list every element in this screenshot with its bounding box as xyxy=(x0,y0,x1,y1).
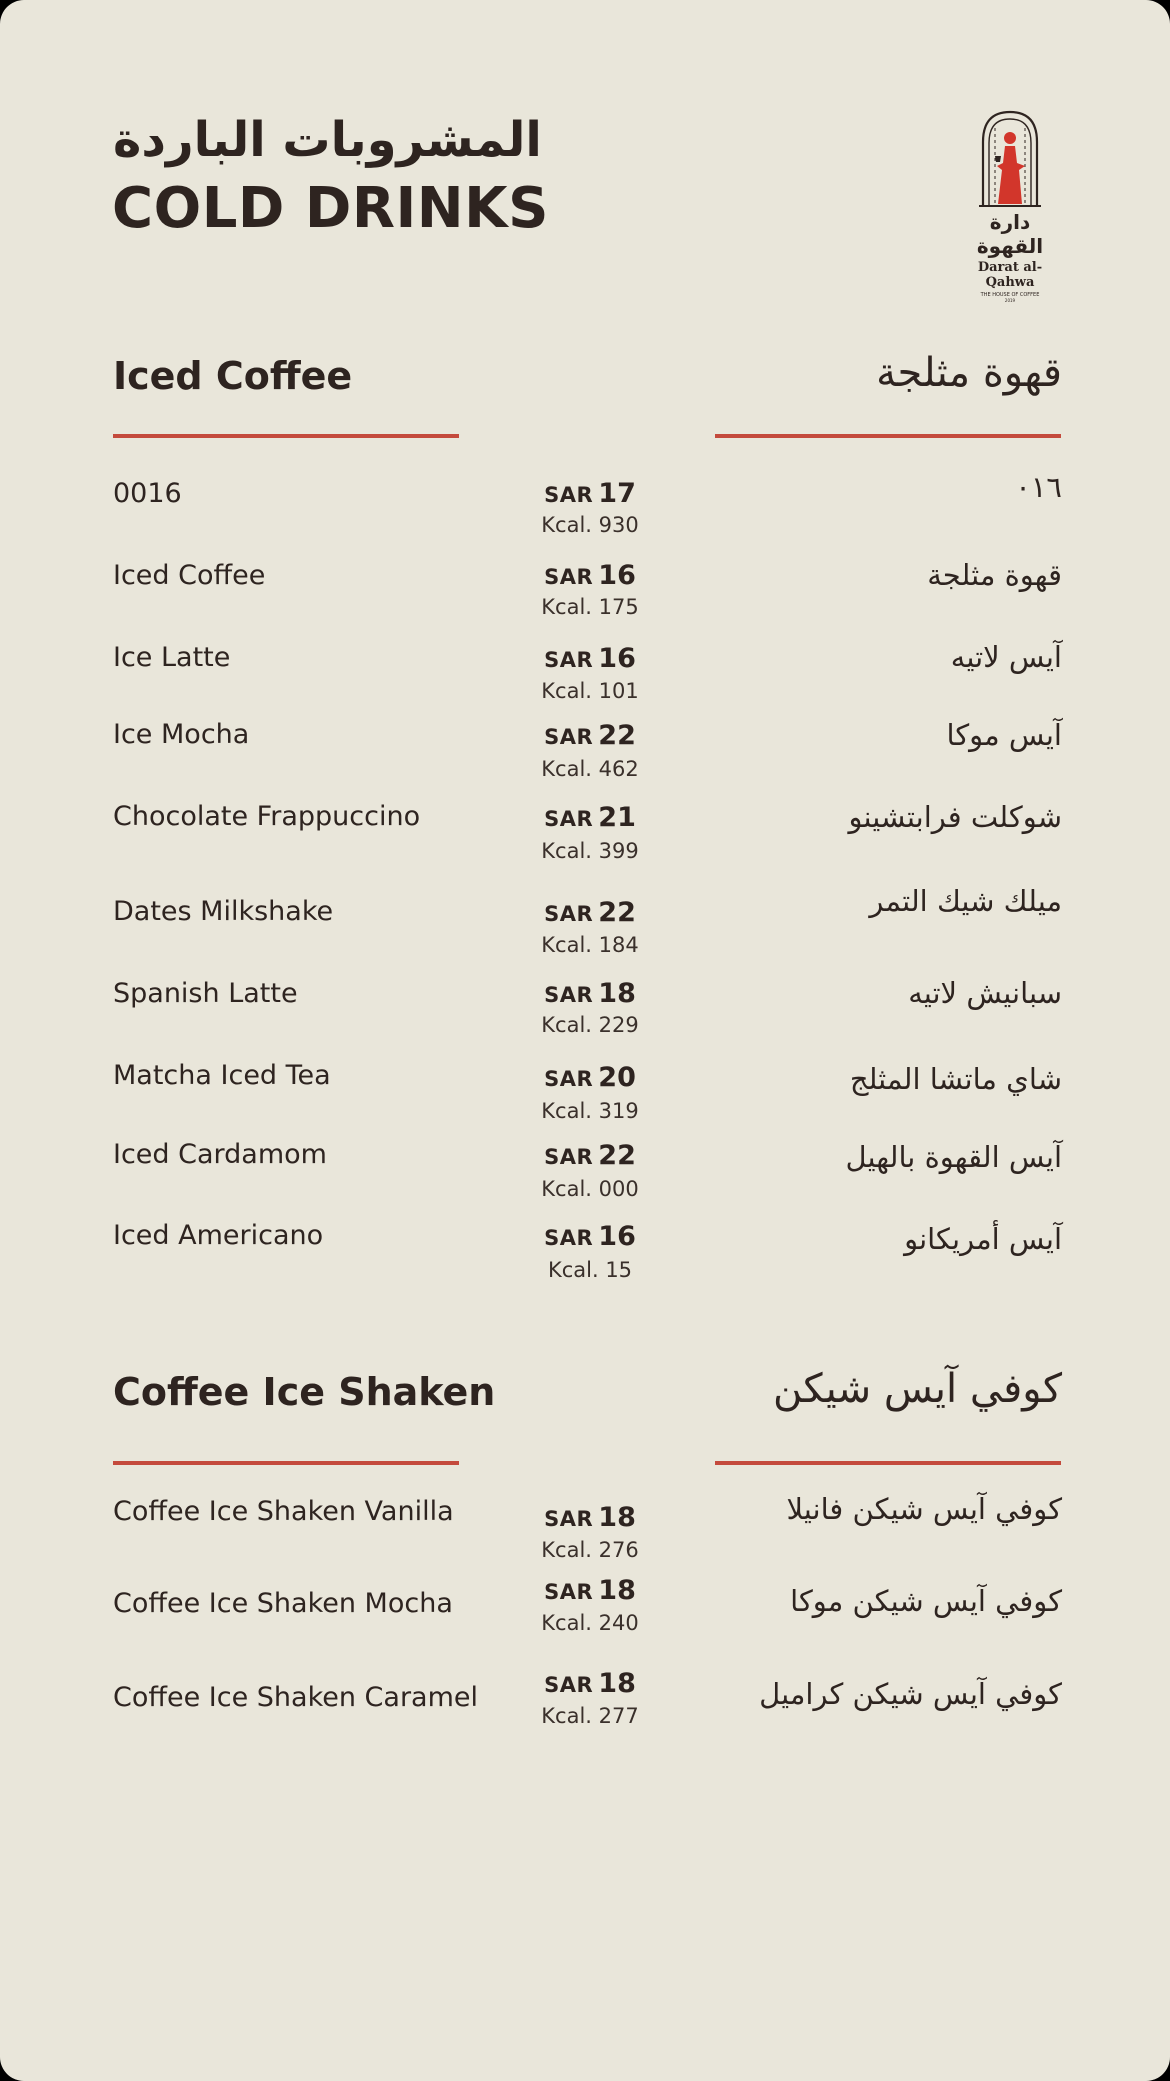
price-value: 22 xyxy=(598,1140,636,1171)
menu-item-price xyxy=(500,1668,680,1699)
currency-label: SAR xyxy=(544,1580,594,1604)
menu-item-calories: Kcal. 000 xyxy=(541,1177,639,1201)
menu-item-calories: Kcal. 319 xyxy=(541,1099,639,1123)
price-value: 17 xyxy=(598,478,636,509)
currency-label: SAR xyxy=(544,1067,594,1091)
menu-item-calories: Kcal. 930 xyxy=(541,513,639,537)
menu-item-name-arabic: شاي ماتشا المثلج xyxy=(849,1062,1062,1096)
currency-label: SAR xyxy=(544,483,594,507)
menu-item-name-arabic: سبانيش لاتيه xyxy=(908,976,1062,1010)
menu-item-name: Spanish Latte xyxy=(113,978,298,1009)
menu-item-name-arabic: آيس موكا xyxy=(946,718,1062,752)
section-title-coffee-ice-shaken: Coffee Ice Shaken xyxy=(113,1370,496,1414)
menu-item-name-arabic: قهوة مثلجة xyxy=(927,558,1062,592)
menu-item-calories: Kcal. 240 xyxy=(541,1611,639,1635)
menu-item-calories: Kcal. 399 xyxy=(541,839,639,863)
price-value: 16 xyxy=(598,1221,636,1252)
menu-item-name: Matcha Iced Tea xyxy=(113,1060,331,1091)
menu-item-price xyxy=(500,560,680,591)
menu-item-price xyxy=(500,1140,680,1171)
menu-item-name: Iced Cardamom xyxy=(113,1139,327,1170)
menu-item-price xyxy=(500,478,680,509)
brand-year: 2019 xyxy=(1004,298,1016,303)
menu-item-calories: Kcal. 101 xyxy=(541,679,639,703)
menu-item-calories: Kcal. 175 xyxy=(541,595,639,619)
price-value: 22 xyxy=(598,897,636,928)
brand-tagline: THE HOUSE OF COFFEE xyxy=(980,292,1040,298)
menu-item-name: Coffee Ice Shaken Vanilla xyxy=(113,1496,454,1527)
menu-item-price xyxy=(500,1502,680,1533)
price-value: 18 xyxy=(598,1668,636,1699)
menu-item-name-arabic: كوفي آيس شيكن كراميل xyxy=(759,1677,1062,1711)
menu-item-calories: Kcal. 184 xyxy=(541,933,639,957)
price-value: 18 xyxy=(598,1502,636,1533)
menu-item-name-arabic: آيس القهوة بالهيل xyxy=(845,1140,1062,1174)
menu-item-name: Dates Milkshake xyxy=(113,896,334,927)
price-value: 16 xyxy=(598,560,636,591)
menu-item-price xyxy=(500,1221,680,1252)
menu-item-name-arabic: آيس أمريكانو xyxy=(904,1222,1062,1256)
menu-item-name-arabic: ٠١٦ xyxy=(1015,470,1062,504)
currency-label: SAR xyxy=(544,902,594,926)
menu-item-name: Coffee Ice Shaken Caramel xyxy=(113,1682,479,1713)
menu-item-name-arabic: ميلك شيك التمر xyxy=(869,884,1062,918)
currency-label: SAR xyxy=(544,1507,594,1531)
brand-name: Darat al-Qahwa xyxy=(977,260,1043,290)
price-value: 18 xyxy=(598,978,636,1009)
coffee-house-arch-icon xyxy=(975,108,1045,208)
section-divider xyxy=(113,1461,459,1465)
menu-item-name-arabic: آيس لاتيه xyxy=(950,640,1062,674)
menu-item-price xyxy=(500,897,680,928)
menu-item-name: Ice Mocha xyxy=(113,719,250,750)
menu-item-name: Chocolate Frappuccino xyxy=(113,801,421,832)
menu-item-calories: Kcal. 462 xyxy=(541,757,639,781)
menu-item-calories: Kcal. 277 xyxy=(541,1704,639,1728)
menu-item-name-arabic: كوفي آيس شيكن فانيلا xyxy=(786,1492,1062,1526)
menu-item-name: Ice Latte xyxy=(113,642,231,673)
section-title-coffee-ice-shaken-arabic: كوفي آيس شيكن xyxy=(773,1366,1062,1412)
brand-name-arabic: دارة القهوة xyxy=(976,210,1044,258)
section-title-iced-coffee-arabic: قهوة مثلجة xyxy=(876,350,1062,396)
price-value: 16 xyxy=(598,643,636,674)
menu-item-calories: Kcal. 276 xyxy=(541,1538,639,1562)
menu-item-name: Iced Americano xyxy=(113,1220,324,1251)
menu-item-calories: Kcal. 229 xyxy=(541,1013,639,1037)
menu-item-price xyxy=(500,1062,680,1093)
menu-item-name: Iced Coffee xyxy=(113,560,266,591)
price-value: 18 xyxy=(598,1575,636,1606)
currency-label: SAR xyxy=(544,1673,594,1697)
currency-label: SAR xyxy=(544,807,594,831)
menu-item-price xyxy=(500,720,680,751)
currency-label: SAR xyxy=(544,565,594,589)
price-value: 22 xyxy=(598,720,636,751)
menu-item-calories: Kcal. 15 xyxy=(547,1258,633,1282)
currency-label: SAR xyxy=(544,725,594,749)
section-title-iced-coffee: Iced Coffee xyxy=(113,354,353,398)
brand-logo xyxy=(955,108,1065,303)
page-title-arabic: المشروبات الباردة xyxy=(113,112,542,168)
currency-label: SAR xyxy=(544,983,594,1007)
menu-item-name: 0016 xyxy=(113,478,182,509)
currency-label: SAR xyxy=(544,1145,594,1169)
page-title: COLD DRINKS xyxy=(112,176,549,241)
menu-item-price xyxy=(500,1575,680,1606)
price-value: 21 xyxy=(598,802,636,833)
section-divider xyxy=(715,1461,1061,1465)
menu-item-name-arabic: كوفي آيس شيكن موكا xyxy=(790,1584,1062,1618)
menu-item-name: Coffee Ice Shaken Mocha xyxy=(113,1588,453,1619)
price-value: 20 xyxy=(598,1062,636,1093)
menu-item-price xyxy=(500,643,680,674)
section-divider xyxy=(715,434,1061,438)
menu-item-price xyxy=(500,978,680,1009)
currency-label: SAR xyxy=(544,648,594,672)
currency-label: SAR xyxy=(544,1226,594,1250)
menu-item-name-arabic: شوكلت فرابتشينو xyxy=(848,800,1062,834)
section-divider xyxy=(113,434,459,438)
menu-item-price xyxy=(500,802,680,833)
